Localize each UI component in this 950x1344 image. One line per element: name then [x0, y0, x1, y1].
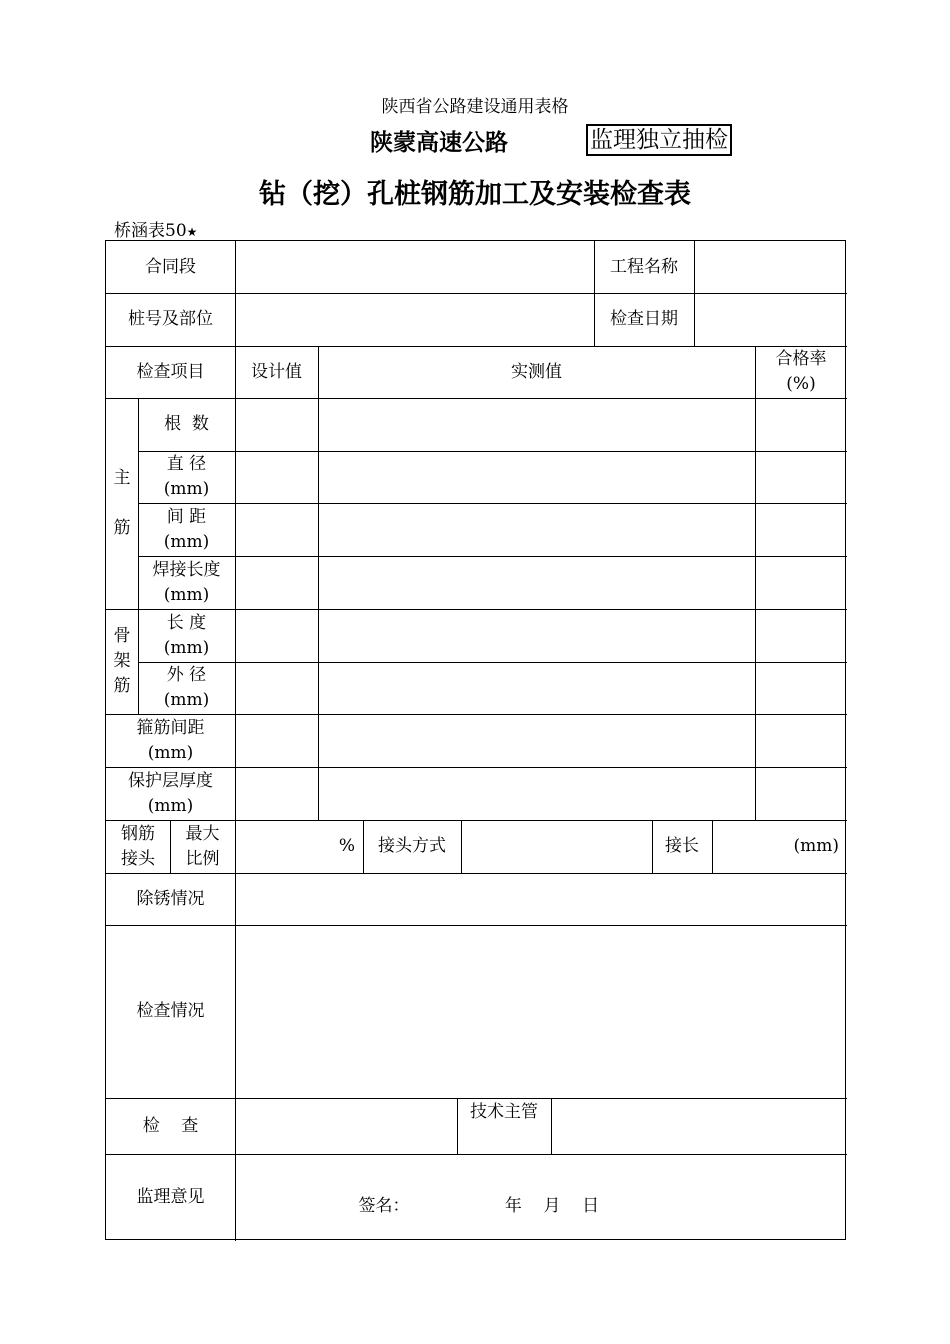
star-icon: ★ [186, 225, 198, 239]
supervision-tag: 监理独立抽检 [586, 124, 732, 156]
contract-field[interactable] [235, 241, 594, 293]
joint-label: 钢筋 接头 [121, 823, 155, 869]
date-field[interactable] [694, 293, 847, 346]
project-name-label: 工程名称 [610, 256, 678, 277]
measured-header: 实测值 [511, 361, 562, 382]
form-code-text: 桥涵表50 [114, 221, 187, 241]
main-count-label: 根 数 [164, 414, 209, 434]
inspection-field[interactable] [235, 925, 847, 1098]
project-name: 陕蒙高速公路 [370, 130, 508, 156]
rust-removal-label: 除锈情况 [136, 888, 205, 909]
joint-method-label: 接头方式 [378, 836, 446, 856]
date-label: 检查日期 [610, 309, 678, 329]
hoop-spacing-label: 箍筋间距 (mm) [136, 717, 205, 763]
inspection-label: 检查情况 [136, 1001, 205, 1021]
design-header: 设计值 [251, 361, 302, 382]
pass-rate-header: 合格率 (%) [775, 349, 827, 394]
joint-length-label: 接长 [665, 836, 699, 856]
main-weld-length-label: 焊接长度 (mm) [152, 559, 221, 605]
max-ratio-label: 最大 比例 [185, 823, 220, 869]
station-label: 桩号及部位 [128, 309, 213, 329]
main-spacing-label: 间 距 (mm) [163, 506, 210, 552]
check-field[interactable] [235, 1098, 457, 1154]
form-code [114, 216, 197, 241]
date-ymd-label: 年 月 日 [504, 1195, 600, 1216]
rust-removal-field[interactable] [235, 873, 847, 925]
inspection-form [105, 240, 846, 1240]
form-caption: 陕西省公路建设通用表格 [381, 97, 569, 117]
signature-label: 签名： [358, 1195, 410, 1216]
form-title: 钻（挖）孔桩钢筋加工及安装检查表 [259, 179, 691, 210]
cover-thickness-label: 保护层厚度 (mm) [128, 770, 213, 816]
joint-length-unit: (mm) [793, 836, 839, 856]
project-name-field[interactable] [694, 241, 847, 293]
check-label: 检 查 [142, 1115, 199, 1136]
joint-method-field[interactable] [461, 820, 652, 873]
frame-length-label: 长 度 (mm) [163, 612, 210, 658]
supervision-opinion-label: 监理意见 [136, 1187, 205, 1207]
tech-supervisor-label: 技术主管 [470, 1101, 538, 1122]
main-diameter-label: 直 径 (mm) [163, 454, 210, 499]
item-header: 检查项目 [136, 361, 205, 382]
ratio-percent-unit: % [338, 836, 355, 856]
frame-diameter-label: 外 径 (mm) [163, 665, 210, 710]
frame-rebar-group: 骨 架 筋 [113, 626, 131, 696]
station-field[interactable] [235, 293, 594, 346]
contract-label: 合同段 [145, 256, 196, 277]
tech-supervisor-field[interactable] [551, 1098, 847, 1154]
main-rebar-group: 主 筋 [113, 468, 131, 538]
